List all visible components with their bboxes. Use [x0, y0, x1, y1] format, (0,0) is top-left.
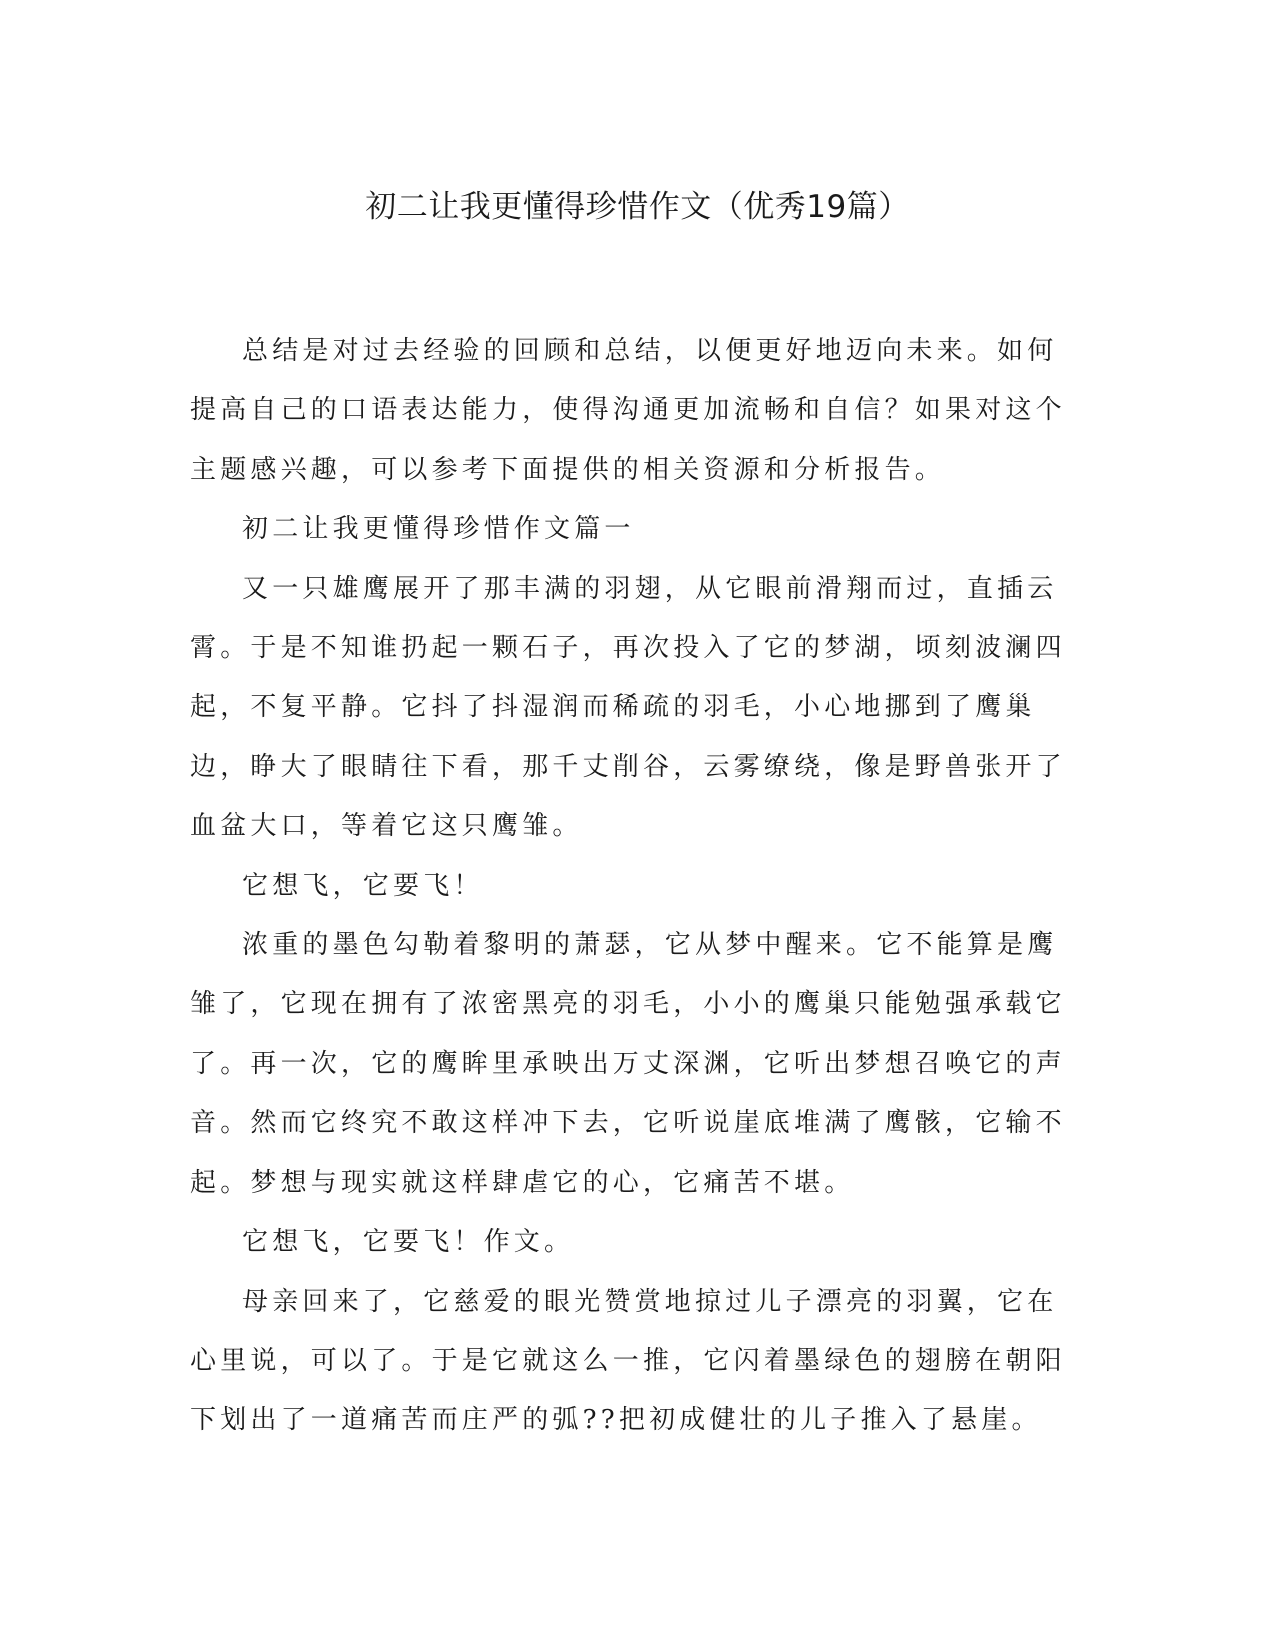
intro-paragraph: 总结是对过去经验的回顾和总结，以便更好地迈向未来。如何提高自己的口语表达能力，使得沟通更加流畅和自信？如果对这个主题感兴趣，可以参考下面提供的相关资源和分析报告。 [190, 336, 1066, 485]
section-heading: 初二让我更懂得珍惜作文篇一 [242, 514, 635, 545]
document-body [190, 322, 1080, 1451]
body-paragraph: 又一只雄鹰展开了那丰满的羽翅，从它眼前滑翔而过，直插云霄。于是不知谁扔起一颗石子，再次投入了它的梦湖，顷刻波澜四起，不复平静。它抖了抖湿润而稀疏的羽毛，小心地挪到了鹰巢边，睁大了眼睛往下看，那千丈削谷，云雾缭绕，像是野兽张开了血盆大口，等着它这只鹰雏。 [190, 573, 1066, 842]
body-paragraph: 它想飞，它要飞！ [242, 870, 484, 901]
body-paragraph: 它想飞，它要飞！作文。 [242, 1227, 575, 1258]
body-paragraph: 浓重的墨色勾勒着黎明的萧瑟，它从梦中醒来。它不能算是鹰雏了，它现在拥有了浓密黑亮的羽毛，小小的鹰巢只能勉强承载它了。再一次，它的鹰眸里承映出万丈深渊，它听出梦想召唤它的声音。然而它终究不敢这样冲下去，它听说崖底堆满了鹰骸，它输不起。梦想与现实就这样肆虐它的心，它痛苦不堪。 [190, 930, 1066, 1198]
body-paragraph: 母亲回来了，它慈爱的眼光赞赏地掠过儿子漂亮的羽翼，它在心里说，可以了。于是它就这么一推，它闪着墨绿色的翅膀在朝阳下划出了一道痛苦而庄严的弧??把初成健壮的儿子推入了悬崖。 [190, 1286, 1066, 1436]
document-title: 初二让我更懂得珍惜作文（优秀19篇） [365, 189, 910, 225]
